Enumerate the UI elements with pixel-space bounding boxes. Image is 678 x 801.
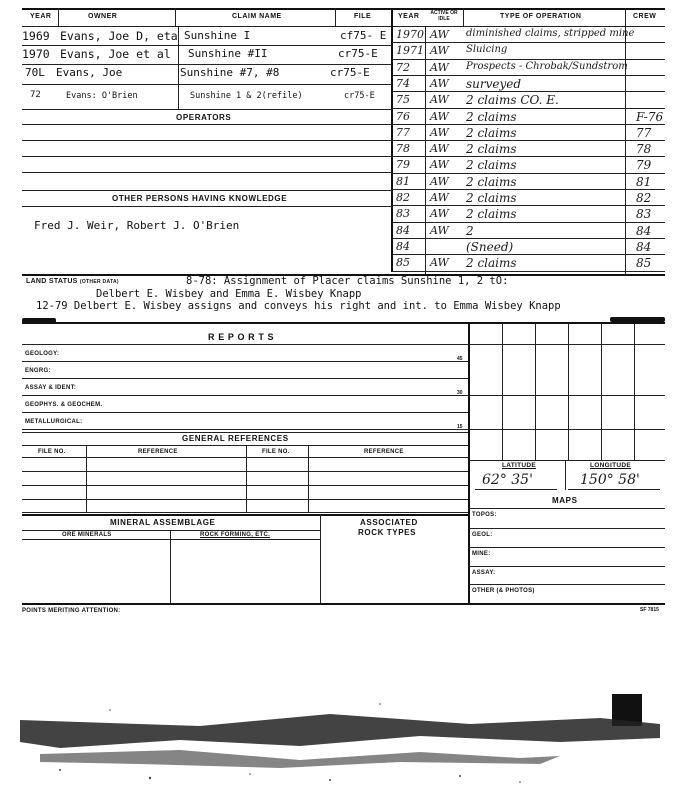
ops-crew: 85 (636, 256, 652, 270)
ref-file-no: FILE NO. (38, 449, 66, 455)
maps-mine: MINE: (472, 551, 491, 557)
row-line (22, 140, 392, 141)
reports-right-divider (468, 323, 470, 603)
ops-year: 82 (396, 191, 410, 204)
rock-forming-header: ROCK FORMING, ETC. (200, 532, 271, 538)
ops-type: Prospects - Chrobak/Sundstrom (466, 61, 628, 72)
ops-type: 2 (466, 224, 474, 238)
scan-noise-band (20, 714, 660, 748)
row-line (22, 485, 468, 486)
header-bottom-line (22, 26, 665, 27)
row-line (22, 206, 392, 207)
ops-status: AW (430, 158, 449, 171)
claim-row-4-year: 72 (30, 90, 41, 100)
ops-row-line (392, 222, 665, 223)
grid-line (468, 429, 665, 430)
ops-type: 2 claims (466, 256, 517, 270)
ops-status: AW (430, 191, 449, 204)
row-line (22, 514, 468, 516)
row-line (22, 445, 468, 446)
ops-status: AW (430, 28, 449, 41)
associated-header: ASSOCIATED (360, 518, 418, 527)
ops-type: 2 claims (466, 175, 517, 189)
land-status-line-1: 8-78: Assignment of Placer claims Sunshine 1, 2 tO: (186, 275, 509, 287)
ops-status: AW (430, 77, 449, 90)
row-line (468, 584, 665, 585)
ops-row-line (392, 42, 665, 43)
ops-row-line (392, 271, 665, 272)
ref-file-no-2: FILE NO. (262, 449, 290, 455)
row-line (22, 84, 392, 85)
points-top-line (22, 603, 665, 605)
header-owner: OWNER (88, 13, 118, 20)
ops-year: 74 (396, 77, 410, 90)
ops-type: 2 claims (466, 207, 517, 221)
claim-row-2-year: 1970 (22, 47, 50, 61)
ops-type: 2 claims (466, 110, 517, 124)
grid-line (634, 323, 635, 460)
maps-topos: TOPOS: (472, 512, 497, 518)
header-year-right: YEAR (398, 13, 420, 20)
ops-type: 2 claims CO. E. (466, 93, 559, 107)
ops-status: AW (430, 126, 449, 139)
row-line (22, 471, 468, 472)
mineral-col-line (170, 530, 171, 603)
reports-metallurgical: METALLURGICAL: (25, 419, 83, 425)
row-line (22, 432, 468, 433)
row-line (22, 530, 320, 531)
claim-row-2-file: cr75-E (338, 47, 378, 60)
row-line (22, 512, 468, 513)
ops-crew: 82 (636, 191, 652, 205)
latlon-divider (565, 460, 566, 490)
ops-status: AW (430, 61, 449, 74)
claim-row-4-claim: Sunshine 1 & 2(refile) (190, 91, 303, 101)
rock-types-header: ROCK TYPES (358, 528, 417, 537)
ops-crew: 79 (636, 158, 652, 172)
maps-other: OTHER (& PHOTOS) (472, 588, 535, 594)
ops-row-line (392, 205, 665, 206)
grid-line (535, 323, 536, 460)
row-line (468, 566, 665, 567)
claim-row-1-file: cf75- E (340, 29, 387, 42)
header-file: FILE (354, 13, 372, 20)
claim-row-1-claim: Sunshine I (184, 29, 251, 42)
row-line (22, 190, 392, 191)
grid-mark-15: 15 (457, 424, 463, 430)
claim-row-3-owner: Evans, Joe (56, 66, 123, 79)
ref-col-line (246, 445, 247, 512)
row-line (22, 64, 392, 65)
ops-row-line (392, 156, 665, 157)
other-persons-title: OTHER PERSONS HAVING KNOWLEDGE (112, 194, 288, 203)
other-persons-names: Fred J. Weir, Robert J. O'Brien (34, 219, 240, 232)
row-line (22, 429, 468, 430)
row-line (22, 539, 320, 540)
grid-line (468, 344, 665, 345)
ops-type: 2 claims (466, 126, 517, 140)
ops-year: 77 (396, 126, 410, 139)
reports-geology: GEOLOGY: (25, 351, 60, 357)
ops-row-line (392, 173, 665, 174)
claim-row-4-owner: Evans: O'Brien (66, 91, 138, 101)
row-line (22, 45, 392, 46)
row-line (22, 124, 392, 125)
ops-row-line (392, 238, 665, 239)
ref-reference: REFERENCE (138, 449, 178, 455)
ref-col-line (308, 445, 309, 512)
lat-underline (475, 489, 557, 490)
row-line (22, 412, 468, 413)
reports-geophys: GEOPHYS. & GEOCHEM. (25, 402, 103, 408)
maps-assay: ASSAY: (472, 570, 496, 576)
scan-noise-band-2 (40, 750, 560, 768)
ops-row-line (392, 124, 665, 125)
ops-row-line (392, 140, 665, 141)
grid-line (502, 323, 503, 460)
row-line (22, 395, 468, 396)
reports-title: R E P O R T S (208, 332, 275, 342)
top-border (22, 8, 665, 10)
reports-engrg: ENGRG: (25, 368, 51, 374)
ops-status: AW (430, 224, 449, 237)
ops-row-line (392, 75, 665, 76)
ops-status: AW (430, 142, 449, 155)
claim-row-3-claim: Sunshine #7, #8 (180, 66, 280, 79)
header-type-of-operation: TYPE OF OPERATION (500, 13, 582, 20)
ops-year: 85 (396, 256, 410, 269)
grid-mark-30: 30 (457, 390, 463, 396)
general-references-title: GENERAL REFERENCES (182, 434, 289, 443)
form-number: SF 7815 (640, 607, 659, 613)
longitude-label: LONGITUDE (590, 462, 631, 469)
header-active-idle: ACTIVE OR IDLE (430, 10, 458, 22)
claim-row-2-owner: Evans, Joe et al (60, 47, 171, 61)
header-crew: CREW (633, 13, 657, 20)
ops-row-line (392, 91, 665, 92)
claim-row-3-year: 70L (25, 66, 45, 79)
ops-type: Sluicing (466, 44, 508, 55)
ops-year: 75 (396, 93, 410, 106)
mineral-col-line (320, 514, 321, 603)
ops-year: 83 (396, 207, 410, 220)
ops-status: AW (430, 110, 449, 123)
ops-year: 78 (396, 142, 410, 155)
ops-status: AW (430, 175, 449, 188)
ops-year: 84 (396, 224, 410, 237)
latitude-label: LATITUDE (502, 462, 537, 469)
land-status-sub: (OTHER DATA) (79, 279, 119, 285)
row-line (22, 109, 392, 110)
col-tick (175, 8, 176, 26)
latitude-value: 62° 35' (482, 472, 533, 488)
grid-mark-45: 45 (457, 356, 463, 362)
ops-crew: 83 (636, 207, 652, 221)
claim-row-4-file: cr75-E (344, 91, 375, 101)
col-tick (335, 8, 336, 26)
maps-title: MAPS (552, 496, 578, 505)
mineral-assemblage-title: MINERAL ASSEMBLAGE (110, 518, 216, 527)
land-status-label (26, 278, 119, 285)
ops-row-line (392, 59, 665, 60)
header-claim-name: CLAIM NAME (232, 13, 282, 20)
grid-line (468, 460, 665, 461)
ops-year: 76 (396, 110, 410, 123)
ops-status: AW (430, 256, 449, 269)
ore-minerals-header: ORE MINERALS (62, 532, 112, 538)
ops-row-line (392, 254, 665, 255)
land-status-label-text: LAND STATUS (26, 278, 78, 285)
col-tick (463, 8, 464, 26)
row-line (468, 528, 665, 529)
row-line (22, 457, 468, 458)
row-line (468, 508, 665, 509)
ops-type: 2 claims (466, 142, 517, 156)
grid-line (601, 323, 602, 460)
grid-line (568, 323, 569, 460)
ops-type: diminished claims, stripped mine (466, 28, 635, 39)
operators-title: OPERATORS (176, 113, 232, 122)
maps-geol: GEOL: (472, 532, 493, 538)
row-line (22, 172, 392, 173)
ops-year: 84 (396, 240, 410, 253)
ops-year: 81 (396, 175, 410, 188)
ops-col-line (425, 26, 426, 274)
ops-row-line (392, 108, 665, 109)
claim-row-1-year: 1969 (22, 29, 50, 43)
ops-status: AW (430, 93, 449, 106)
ops-year: 79 (396, 158, 410, 171)
ops-year: 72 (396, 61, 410, 74)
ref-reference-2: REFERENCE (364, 449, 404, 455)
ops-status: AW (430, 44, 449, 57)
ops-crew: 84 (636, 240, 652, 254)
col-tick (625, 8, 626, 26)
points-meriting-attention: POINTS MERITING ATTENTION: (22, 608, 121, 614)
claim-row-2-claim: Sunshine #II (188, 47, 268, 60)
ops-type: 2 claims (466, 158, 517, 172)
longitude-value: 150° 58' (580, 472, 640, 488)
ops-year: 1970 (396, 28, 424, 41)
ops-year: 1971 (396, 44, 424, 57)
ops-crew: 77 (636, 126, 652, 140)
ops-crew: F-76 (636, 110, 664, 124)
land-status-line-3: 12-79 Delbert E. Wisbey assigns and conveys his right and int. to Emma Wisbey Knapp (36, 300, 561, 312)
row-line (22, 344, 468, 345)
claim-row-1-owner: Evans, Joe D, eta (60, 29, 178, 43)
scan-noise (0, 690, 678, 801)
reports-assay: ASSAY & IDENT: (25, 385, 77, 391)
ops-row-line (392, 189, 665, 190)
claim-row-3-file: cr75-E (330, 66, 370, 79)
ops-type: surveyed (466, 77, 522, 91)
row-line (22, 156, 392, 157)
ops-type: 2 claims (466, 191, 517, 205)
ops-status: AW (430, 207, 449, 220)
header-year: YEAR (30, 13, 52, 20)
ref-col-line (86, 445, 87, 512)
row-line (22, 361, 468, 362)
ops-type: (Sneed) (466, 240, 514, 254)
ops-crew: 81 (636, 175, 652, 189)
ops-crew: 78 (636, 142, 652, 156)
row-line (468, 547, 665, 548)
ops-crew: 84 (636, 224, 652, 238)
claim-col-line (178, 26, 179, 109)
row-line (22, 499, 468, 500)
land-status-line-2: Delbert E. Wisbey and Emma E. Wisbey Knapp (96, 288, 362, 300)
col-tick (58, 8, 59, 26)
lon-underline (568, 489, 660, 490)
grid-line (468, 395, 665, 396)
row-line (22, 378, 468, 379)
